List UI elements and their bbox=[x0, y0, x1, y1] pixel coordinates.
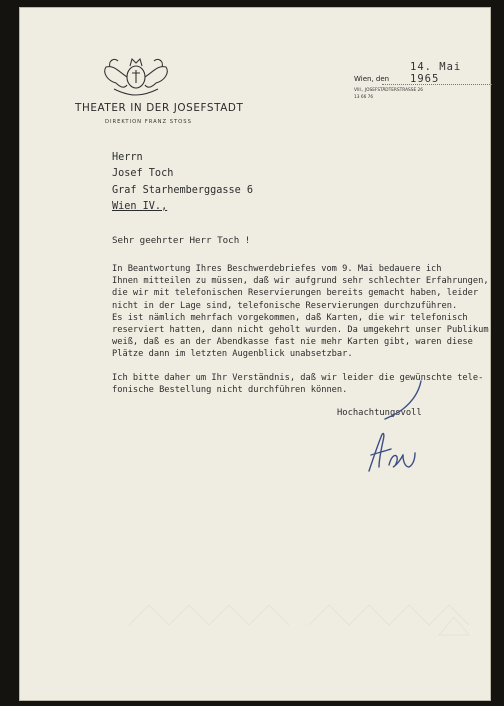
theatre-crest-logo bbox=[96, 53, 176, 99]
paragraph-1 bbox=[112, 263, 489, 361]
phone-number: 13 66 76 bbox=[354, 95, 374, 100]
theatre-name: THEATER IN DER JOSEFSTADT bbox=[75, 102, 244, 114]
body-line: fonische Bestellung nicht durchführen können. bbox=[112, 384, 348, 395]
body-line: die wir mit telefonischen Reservierungen bereits gemacht haben, leider bbox=[112, 288, 479, 299]
body-line: reserviert hatten, dann nicht geholt wurden. Da umgekehrt unser Publikum bbox=[112, 325, 489, 336]
body-line: Ich bitte daher um Ihr Verständnis, daß wir leider die gewünschte tele- bbox=[112, 372, 484, 383]
body-line: weiß, daß es an der Abendkasse fast nie mehr Karten gibt, waren diese bbox=[112, 337, 473, 348]
body-line: Ihnen mitteilen zu müssen, daß wir aufgrund sehr schlechter Erfahrungen, bbox=[112, 276, 489, 287]
address-line: VIII., JOSEFSTÄDTERSTRASSE 26 bbox=[354, 88, 424, 93]
greeting: Sehr geehrter Herr Toch ! bbox=[112, 235, 251, 246]
recipient-block bbox=[112, 150, 253, 215]
letter-sheet bbox=[19, 7, 491, 701]
recipient-name: Josef Toch bbox=[112, 168, 174, 180]
body-line: Plätze dann im letzten Augenblick unabsetzbar. bbox=[112, 349, 353, 360]
place-label: Wien, den bbox=[354, 75, 390, 83]
date-dotted-line bbox=[382, 84, 492, 85]
body-line: Es ist nämlich mehrfach vorgekommen, daß Karten, die wir telefonisch bbox=[112, 312, 468, 323]
closing: Hochachtungsvoll bbox=[337, 408, 422, 418]
handwritten-signature bbox=[345, 377, 435, 477]
body-line: nicht in der Lage sind, telefonische Reservierungen durchzuführen. bbox=[112, 300, 458, 311]
letter-date: 14. Mai 1965 bbox=[410, 61, 462, 85]
recipient-street: Graf Starhemberggasse 6 bbox=[112, 184, 254, 196]
recipient-city: Wien IV., bbox=[112, 200, 168, 212]
body-line: In Beantwortung Ihres Beschwerdebriefes vom 9. Mai bedauere ich bbox=[112, 264, 442, 274]
direction-line: DIREKTION FRANZ STOSS bbox=[105, 119, 192, 125]
paper-watermark bbox=[109, 595, 489, 640]
recipient-title: Herrn bbox=[112, 152, 143, 163]
theatre-address bbox=[354, 87, 423, 101]
